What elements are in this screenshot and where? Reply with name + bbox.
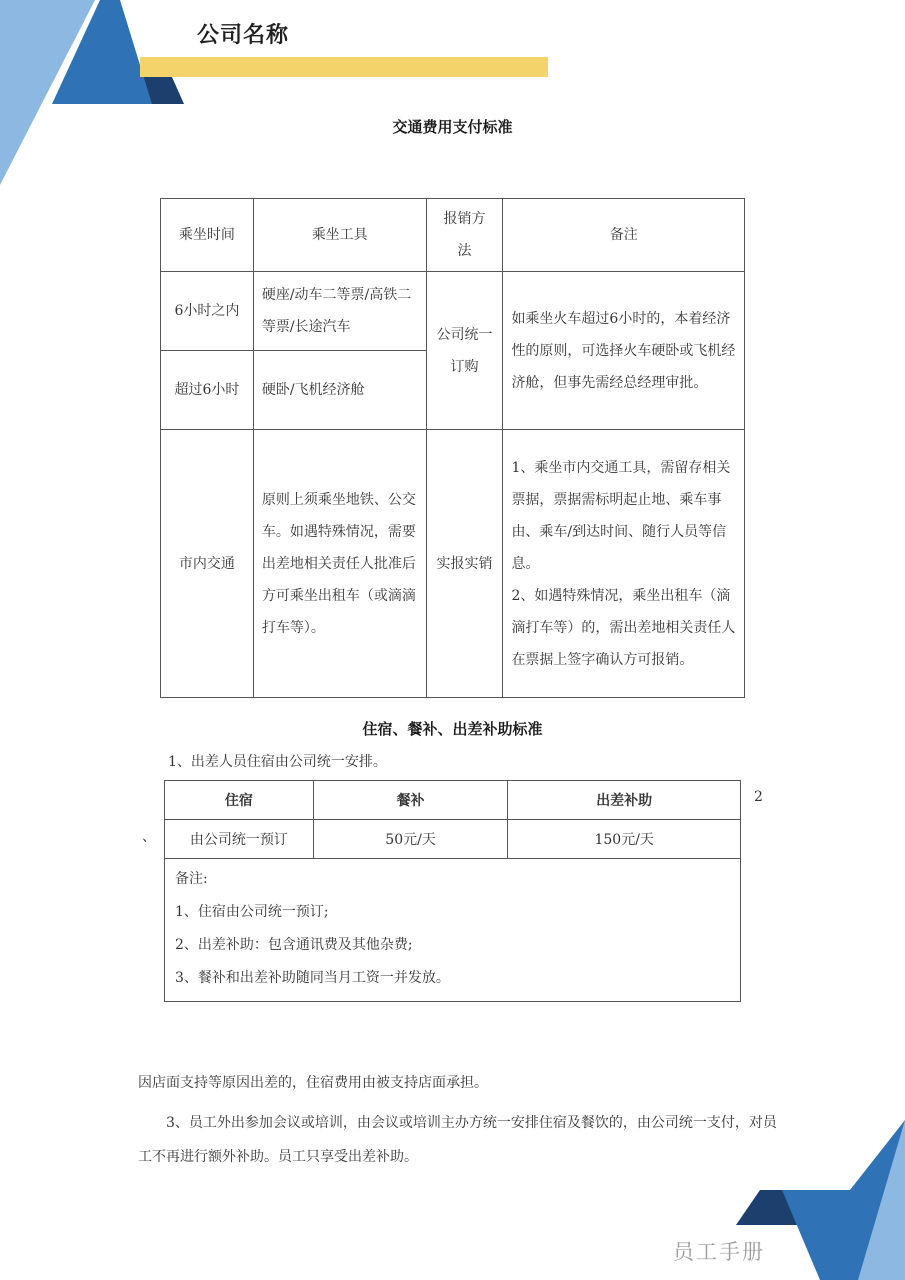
- note-cell: [503, 430, 745, 698]
- allowance-item-1: 1、出差人员住宿由公司统一安排。: [168, 754, 387, 770]
- note-item: 2、如遇特殊情况，乘坐出租车（滴滴打车等）的，需出差地相关责任人在票据上签字确认方可报销。: [511, 587, 736, 668]
- table-row: [165, 820, 741, 859]
- time-cell: 市内交通: [161, 430, 254, 698]
- header-time: 乘坐时间: [161, 199, 254, 272]
- notes-cell: [165, 859, 741, 1002]
- note-item: 1、住宿由公司统一预订;: [175, 904, 329, 920]
- meal-value: 50元/天: [313, 820, 508, 859]
- table-row: [161, 430, 745, 698]
- header-lodging: 住宿: [165, 781, 314, 820]
- time-cell: 超过6小时: [161, 351, 254, 430]
- header-subsidy: 出差补助: [508, 781, 741, 820]
- item-number-mark: 、: [142, 829, 156, 845]
- transport-title: 交通费用支付标准: [392, 118, 513, 136]
- lodging-value: 由公司统一预订: [165, 820, 314, 859]
- allowance-table: [164, 780, 741, 1002]
- transport-table: [160, 198, 745, 698]
- note-cell: 如乘坐火车超过6小时的，本着经济性的原则，可选择火车硬卧或飞机经济舱，但事先需经总经理审批。: [503, 272, 745, 430]
- paragraph-2-continued: 因店面支持等原因出差的，住宿费用由被支持店面承担。: [138, 1075, 488, 1091]
- footer-title: 员工手册: [673, 1240, 765, 1264]
- note-item: 3、餐补和出差补助随同当月工资一并发放。: [175, 970, 450, 986]
- header-meal: 餐补: [313, 781, 508, 820]
- paragraph-3: 3、员工外出参加会议或培训，由会议或培训主办方统一安排住宿及餐饮的，由公司统一支付，对员工不再进行额外补助。员工只享受出差补助。: [138, 1115, 777, 1165]
- allowance-title: 住宿、餐补、出差补助标准: [362, 720, 543, 738]
- note-item: 1、乘坐市内交通工具，需留存相关票据，票据需标明起止地、乘车事由、乘车/到达时间、随行人员等信息。: [511, 459, 731, 572]
- table-row: [165, 859, 741, 1002]
- method-cell: 公司统一订购: [426, 272, 503, 430]
- method-cell: 实报实销: [426, 430, 503, 698]
- header-yellow-bar: [140, 57, 548, 77]
- time-cell: 6小时之内: [161, 272, 254, 351]
- table-header-row: [161, 199, 745, 272]
- notes-label: 备注:: [175, 871, 208, 887]
- header-tool: 乘坐工具: [253, 199, 426, 272]
- header-note: 备注: [503, 199, 745, 272]
- subsidy-value: 150元/天: [508, 820, 741, 859]
- table-row: [161, 272, 745, 351]
- note-item: 2、出差补助：包含通讯费及其他杂费;: [175, 937, 413, 953]
- tool-cell: 原则上须乘坐地铁、公交车。如遇特殊情况，需要出差地相关责任人批准后方可乘坐出租车（或滴滴打车等）。: [253, 430, 426, 698]
- header-method: 报销方法: [426, 199, 503, 272]
- tool-cell: 硬卧/飞机经济舱: [253, 351, 426, 430]
- tool-cell: 硬座/动车二等票/高铁二等票/长途汽车: [253, 272, 426, 351]
- table-header-row: [165, 781, 741, 820]
- item-number-2: 2: [754, 789, 763, 805]
- company-name: 公司名称: [197, 23, 290, 48]
